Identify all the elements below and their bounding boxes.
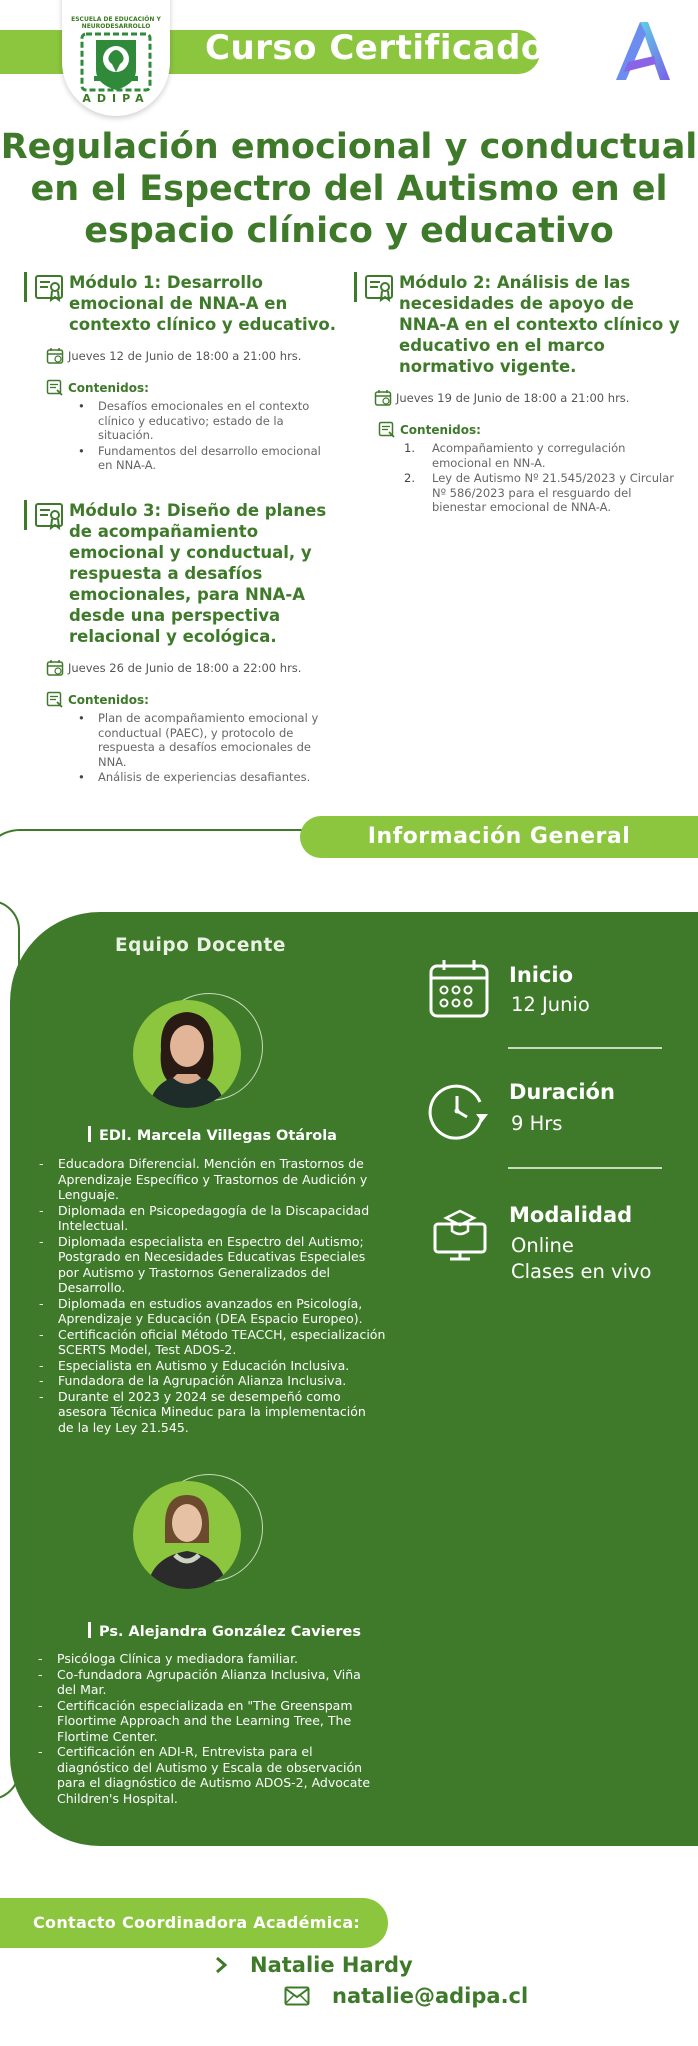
certificate-icon <box>33 272 65 304</box>
certificate-icon <box>33 500 65 532</box>
list-item: - Especialista en Autismo y Educación Inclusiva. <box>39 1358 409 1374</box>
module-title <box>69 272 336 335</box>
list-item: • Fundamentos del desarrollo emocional en NNA-A. <box>78 444 344 473</box>
module-date-text: Jueves 19 de Junio de 18:00 a 21:00 hrs. <box>396 391 630 405</box>
contents-label: Contenidos: <box>400 423 481 437</box>
teacher-name: Ps. Alejandra González Cavieres <box>88 1622 361 1640</box>
module-title-line: NNA-A en el contexto clínico y <box>399 315 680 334</box>
name-accent-bar <box>88 1622 91 1638</box>
contact-title: Contacto Coordinadora Académica: <box>33 1913 361 1932</box>
inicio-label: Inicio <box>509 963 574 987</box>
person-icon <box>133 1000 241 1108</box>
list-item: - Certificación especializada en "The Greenspam Floortime Approach and the Learning Tree, The Flortime Center. <box>38 1698 408 1745</box>
teacher-photo-marcela <box>133 1000 241 1108</box>
module-date-text: Jueves 26 de Junio de 18:00 a 22:00 hrs. <box>68 661 302 675</box>
module-title-line: emocional y conductual, y <box>69 543 312 562</box>
module-title-line: desde una perspectiva <box>69 606 281 625</box>
modalidad-line: Clases en vivo <box>511 1260 652 1283</box>
contents-heading <box>46 379 344 397</box>
course-title-line: Regulación emocional y conductual <box>0 127 698 167</box>
contents-list <box>78 711 344 785</box>
course-title-line: en el Espectro del Autismo en el <box>30 169 668 209</box>
list-item: - Diplomada especialista en Espectro del Autismo; Postgrado en Necesidades Educativas Especiales por Autismo y Trastornos Generalizados del Desarrollo. <box>39 1234 409 1296</box>
module-accent-bar <box>24 272 27 302</box>
list-item: - Diplomada en estudios avanzados en Psicología, Aprendizaje y Educación (DEA Espacio Europeo). <box>39 1296 409 1327</box>
list-item: - Co-fundadora Agrupación Alianza Inclusiva, Viña del Mar. <box>38 1667 408 1698</box>
contents-heading <box>46 691 344 709</box>
module-date <box>46 347 344 365</box>
logo-name: ADIPA <box>82 92 150 105</box>
module-1 <box>24 272 344 474</box>
list-item: - Certificación en ADI-R, Entrevista para el diagnóstico del Autismo y Escala de observación para el diagnóstico de Autismo ADOS-2, Advocate Children's Hospital. <box>38 1744 408 1806</box>
module-title-line: contexto clínico y educativo. <box>69 315 336 334</box>
module-title-line: necesidades de apoyo de <box>399 294 634 313</box>
course-title <box>0 126 698 252</box>
module-title-line: respuesta a desafíos <box>69 564 263 583</box>
online-class-icon <box>432 1206 488 1262</box>
duracion-value: 9 Hrs <box>511 1112 563 1135</box>
modalidad-value <box>511 1233 651 1285</box>
module-title-line: normativo vigente. <box>399 357 577 376</box>
module-title <box>399 272 680 377</box>
document-icon <box>378 421 396 439</box>
banner-title: Curso Certificado <box>205 28 545 68</box>
list-item: • Análisis de experiencias desafiantes. <box>78 770 344 785</box>
contact-name: Natalie Hardy <box>250 1953 413 1977</box>
name-accent-bar <box>88 1126 91 1142</box>
list-item: - Certificación oficial Método TEACCH, especialización SCERTS Model, Test ADOS-2. <box>39 1327 409 1358</box>
logo-school-text: ESCUELA DE EDUCACIÓN Y NEURODESARROLLO <box>71 16 161 30</box>
module-title-line: Módulo 3: Diseño de planes <box>69 501 327 520</box>
module-3 <box>24 500 344 786</box>
module-title <box>69 500 326 647</box>
module-accent-bar <box>24 500 27 530</box>
contents-list <box>78 399 344 473</box>
list-item: • Desafíos emocionales en el contexto clínico y educativo; estado de la situación. <box>78 399 344 443</box>
inicio-value: 12 Junio <box>511 993 590 1016</box>
list-item: • Plan de acompañamiento emocional y conductual (PAEC), y protocolo de respuesta a desafíos emocionales de NNA. <box>78 711 344 769</box>
module-date-text: Jueves 12 de Junio de 18:00 a 21:00 hrs. <box>68 349 302 363</box>
module-title-line: relacional y ecológica. <box>69 627 277 646</box>
list-item: - Educadora Diferencial. Mención en Trastornos de Aprendizaje Específico y Trastornos de Audición y Lenguaje. <box>39 1156 409 1203</box>
divider <box>508 1167 662 1169</box>
course-title-line: espacio clínico y educativo <box>84 211 614 251</box>
list-item: - Psicóloga Clínica y mediadora familiar. <box>38 1651 408 1667</box>
teacher-credentials-list <box>38 1651 408 1806</box>
contents-list <box>404 441 684 515</box>
module-title-line: de acompañamiento <box>69 522 259 541</box>
modalidad-line: Online <box>511 1234 574 1257</box>
module-2 <box>354 272 684 516</box>
calendar-icon <box>46 347 64 365</box>
list-item: - Diplomada en Psicopedagogía de la Discapacidad Intelectual. <box>39 1203 409 1234</box>
teacher-name: EDI. Marcela Villegas Otárola <box>88 1126 337 1144</box>
info-general-title: Información General <box>367 824 631 849</box>
calendar-icon <box>374 389 392 407</box>
list-item: - Durante el 2023 y 2024 se desempeñó como asesora Técnica Mineduc para la implementación de la ley Ley 21.545. <box>39 1389 409 1436</box>
module-accent-bar <box>354 272 357 302</box>
module-title-line: emocionales, para NNA-A <box>69 585 306 604</box>
module-date <box>46 659 344 677</box>
module-date <box>374 389 684 407</box>
contents-label: Contenidos: <box>68 693 149 707</box>
module-title-line: emocional de NNA-A en <box>69 294 288 313</box>
brand-mark-icon <box>612 20 672 82</box>
contents-label: Contenidos: <box>68 381 149 395</box>
teacher-photo-alejandra <box>133 1481 241 1589</box>
mail-icon <box>284 1986 310 2006</box>
calendar-icon <box>46 659 64 677</box>
adipa-logo <box>62 0 170 116</box>
contact-name-row <box>214 1953 413 1977</box>
modalidad-label: Modalidad <box>509 1203 633 1227</box>
certificate-icon <box>363 272 395 304</box>
list-item: 1. Acompañamiento y corregulación emocional en NN-A. <box>404 441 626 470</box>
module-title-line: educativo en el marco <box>399 336 605 355</box>
decorative-line <box>0 829 310 889</box>
teacher-credentials-list <box>39 1156 409 1435</box>
equipo-docente-heading: Equipo Docente <box>115 935 286 956</box>
module-title-line: Módulo 2: Análisis de las <box>399 273 631 292</box>
contact-email-row[interactable] <box>284 1984 528 2008</box>
list-item: - Fundadora de la Agrupación Alianza Inclusiva. <box>39 1373 409 1389</box>
contact-email-link[interactable]: natalie@adipa.cl <box>332 1984 529 2008</box>
person-icon <box>133 1481 241 1589</box>
contents-heading <box>378 421 684 439</box>
logo-shield-icon <box>76 32 156 94</box>
list-item: 2. Ley de Autismo Nº 21.545/2023 y Circular Nº 586/2023 para el resguardo del bienestar emocional de NNA-A. <box>404 471 674 514</box>
document-icon <box>46 379 64 397</box>
clock-icon <box>428 1080 490 1142</box>
chevron-right-icon <box>214 1955 228 1975</box>
divider <box>508 1047 662 1049</box>
calendar-icon <box>428 958 490 1020</box>
document-icon <box>46 691 64 709</box>
module-title-line: Módulo 1: Desarrollo <box>69 273 263 292</box>
duracion-label: Duración <box>509 1080 615 1104</box>
